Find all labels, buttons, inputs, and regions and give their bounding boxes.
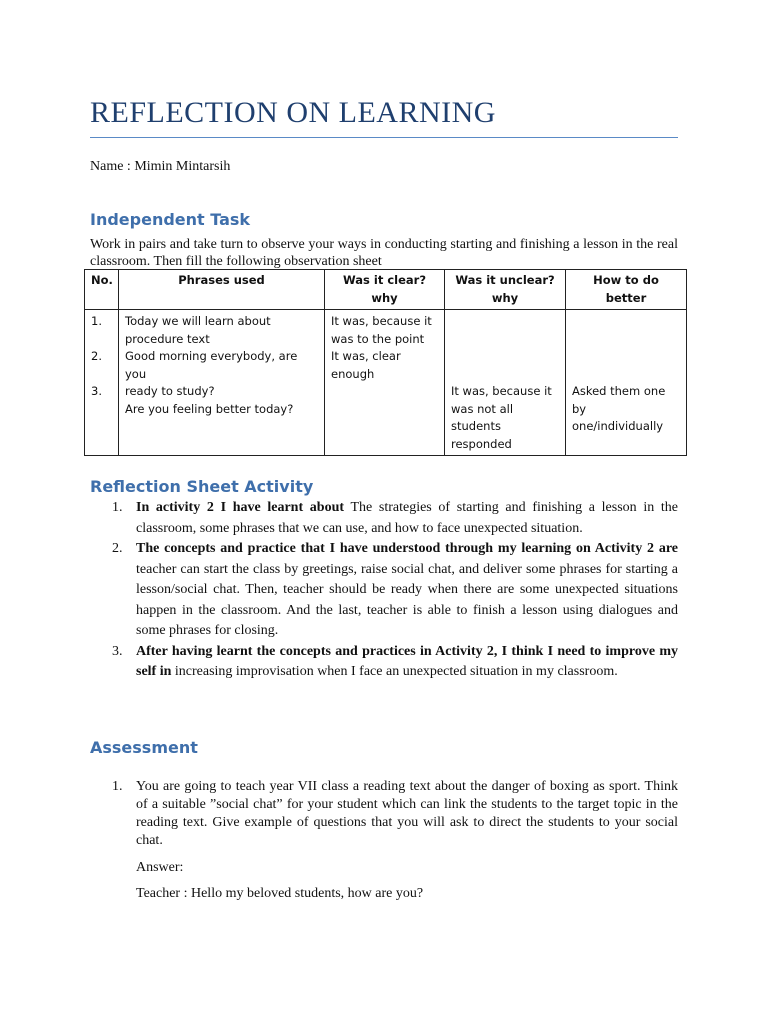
table-header-cell: Phrases used: [119, 270, 325, 310]
cell-line: one/individually: [572, 419, 664, 433]
table-row: [85, 310, 687, 456]
list-item-lead: After having learnt the concepts and practices in Activity 2, I think I need to improve my self in: [136, 643, 678, 679]
cell-line: [572, 331, 680, 349]
cell-line: It was, clear: [331, 349, 401, 363]
list-item: [90, 642, 678, 683]
cell-line: students: [451, 419, 501, 433]
cell-line: It was, because it: [331, 314, 432, 328]
cell-line: [91, 366, 112, 384]
cell-line: [451, 348, 559, 366]
list-item-number: 3.: [112, 643, 123, 659]
table-header-cell: Was it clear? why: [325, 270, 445, 310]
answer-label: Answer:: [136, 860, 184, 875]
list-item-number: 2.: [112, 541, 123, 556]
table-header-row: [85, 270, 687, 310]
page-title: REFLECTION ON LEARNING: [90, 96, 496, 129]
list-item-text: teacher can start the class by greetings, raise social chat, and deliver some phrases for starting a lesson/social chat. Then, teacher should be ready when there are some unexpected situations happen in the classroom. And the last, teacher is able to finish a lesson using dialogues and some phrases for closing.: [136, 561, 678, 638]
cell-line: [451, 366, 559, 384]
cell-line: [572, 313, 680, 331]
list-item-lead: The concepts and practice that I have understood through my learning on Activity 2 are: [136, 541, 678, 556]
teacher-line: Teacher : Hello my beloved students, how are you?: [136, 886, 424, 901]
cell-line: Are you feeling better today?: [125, 401, 294, 416]
title-underline: [90, 137, 678, 138]
independent-task-heading: Independent Task: [90, 210, 251, 229]
cell-line: [451, 313, 559, 331]
list-item-text: increasing improvisation when I face an unexpected situation in my classroom.: [171, 664, 618, 679]
independent-task-intro: Work in pairs and take turn to observe your ways in conducting starting and finishing a lesson in the real classroom. Then fill the following observation sheet: [90, 237, 678, 269]
student-name: Name : Mimin Mintarsih: [90, 159, 231, 174]
list-item-number: 1.: [112, 779, 123, 794]
table-header-cell: How to do better: [566, 270, 687, 310]
table-cell-phrases: [119, 310, 325, 456]
list-item: [90, 539, 678, 642]
list-item: [90, 778, 678, 903]
list-item: [90, 498, 678, 539]
assessment-list: [90, 778, 678, 903]
table-header-cell: Was it unclear? why: [445, 270, 566, 310]
cell-line: ready to study?: [125, 384, 215, 398]
cell-line: procedure text: [125, 331, 210, 346]
reflection-list: [90, 498, 678, 683]
list-item-lead: In activity 2 I have learnt about: [136, 500, 345, 515]
list-item-number: 1.: [112, 500, 123, 515]
cell-line: [572, 348, 680, 366]
cell-line: enough: [331, 366, 375, 381]
cell-line: 1.: [91, 314, 102, 328]
cell-line: It was, because it: [451, 384, 552, 398]
cell-line: [91, 331, 112, 349]
cell-line: 3.: [91, 384, 102, 398]
cell-line: responded: [451, 436, 512, 451]
table-cell-unclear: [445, 310, 566, 456]
cell-line: [451, 331, 559, 349]
cell-line: Good morning everybody, are you: [125, 349, 298, 381]
table-cell-clear: [325, 310, 445, 456]
cell-line: by: [572, 401, 587, 416]
cell-line: was not all: [451, 401, 514, 416]
observation-table: [84, 269, 687, 456]
table-cell-numbers: [85, 310, 119, 456]
table-cell-better: [566, 310, 687, 456]
table-header-cell: No.: [85, 270, 119, 310]
reflection-heading: Reflection Sheet Activity: [90, 477, 314, 496]
assessment-question: You are going to teach year VII class a reading text about the danger of boxing as sport. Think of a suitable ”social chat” for your student which can link the students to the target topic in the reading text. Give example of questions that you will ask to direct the students to your social chat.: [136, 779, 678, 848]
cell-line: Today we will learn about: [125, 314, 271, 328]
cell-line: Asked them one: [572, 384, 666, 398]
cell-line: 2.: [91, 349, 102, 363]
list-item-text: The strategies of starting and finishing a lesson in the classroom, some phrases that we can use, and how to face unexpected situation.: [136, 500, 678, 536]
assessment-heading: Assessment: [90, 738, 198, 757]
cell-line: was to the point: [331, 331, 425, 346]
cell-line: [572, 366, 680, 384]
